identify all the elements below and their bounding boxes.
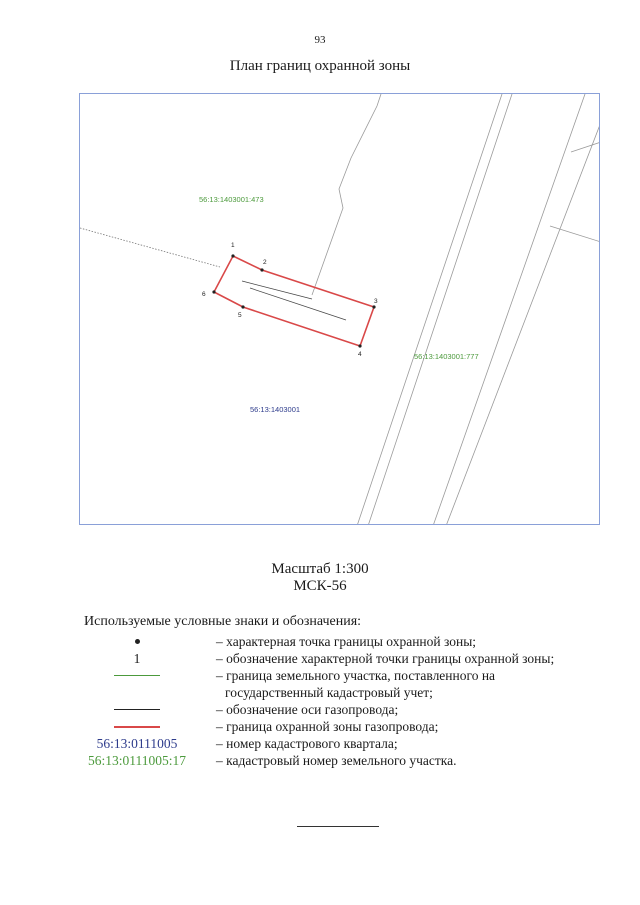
- legend-title: Используемые условные знаки и обозначения:: [84, 614, 362, 629]
- legend-text: – номер кадастрового квартала;: [216, 736, 398, 751]
- legend-text: – обозначение оси газопровода;: [216, 702, 399, 717]
- legend-text: – граница земельного участка, поставленного на: [216, 668, 496, 683]
- characteristic-point-1: [231, 254, 234, 257]
- quarter-number: 56:13:1403001: [250, 405, 301, 414]
- legend-row-point: [84, 633, 624, 650]
- road-edge-left-inner: [368, 94, 512, 525]
- black-line-icon: [114, 709, 160, 710]
- protection-zone-boundary: [214, 256, 374, 346]
- characteristic-point-6: [212, 290, 215, 293]
- parcel-boundary-right-low: [550, 226, 600, 242]
- point-label-4: 4: [358, 351, 362, 358]
- parcel-boundary-right-top: [571, 142, 600, 152]
- coordinate-system: МСК-56: [293, 578, 347, 594]
- point-label-1: 1: [231, 242, 235, 249]
- scale-block: [0, 561, 640, 595]
- parcel-boundary-upper: [312, 94, 381, 295]
- legend-row-point-label: [84, 650, 624, 667]
- legend-text: – характерная точка границы охранной зоны;: [216, 634, 477, 649]
- map-frame: [79, 93, 600, 525]
- dotted-boundary: [80, 228, 220, 267]
- road-edge-right-outer: [433, 94, 585, 525]
- legend-row-parcel-number: [84, 752, 624, 769]
- point-label-6: 6: [202, 291, 206, 298]
- characteristic-point-4: [358, 344, 361, 347]
- road-edge-left-outer: [357, 94, 502, 525]
- parcel-number-473: 56:13:1403001:473: [199, 195, 264, 204]
- red-line-icon: [114, 726, 160, 728]
- characteristic-point-3: [372, 305, 375, 308]
- point-label-2: 2: [263, 259, 267, 266]
- green-line-icon: [114, 675, 160, 676]
- legend-row-quarter-number: [84, 735, 624, 752]
- legend-text-continued: государственный кадастровый учет;: [225, 685, 433, 700]
- page-number: 93: [314, 34, 326, 46]
- characteristic-point-2: [260, 268, 263, 271]
- point-label-5: 5: [238, 312, 242, 319]
- legend-row-protection-zone: [84, 718, 624, 735]
- point-number-symbol: 1: [133, 650, 141, 666]
- parcel-number-777: 56:13:1403001:777: [414, 352, 479, 361]
- road-edge-right-inner: [446, 122, 600, 525]
- legend-row-pipeline-axis: [84, 701, 624, 718]
- point-label-3: 3: [374, 298, 378, 305]
- point-dot-icon: [135, 639, 140, 644]
- quarter-code-sample: 56:13:0111005: [96, 735, 178, 751]
- legend-row-parcel-boundary: [84, 667, 624, 701]
- scale-value: Масштаб 1:300: [271, 561, 369, 577]
- legend-text: – обозначение характерной точки границы охранной зоны;: [216, 651, 555, 666]
- cadastral-map: [80, 94, 600, 525]
- parcel-code-sample: 56:13:0111005:17: [87, 752, 186, 768]
- legend-text: – граница охранной зоны газопровода;: [216, 719, 439, 734]
- document-title: План границ охранной зоны: [229, 58, 411, 74]
- legend: [84, 633, 624, 769]
- characteristic-point-5: [241, 305, 244, 308]
- end-rule: [297, 826, 379, 827]
- legend-text: – кадастровый номер земельного участка.: [216, 753, 457, 768]
